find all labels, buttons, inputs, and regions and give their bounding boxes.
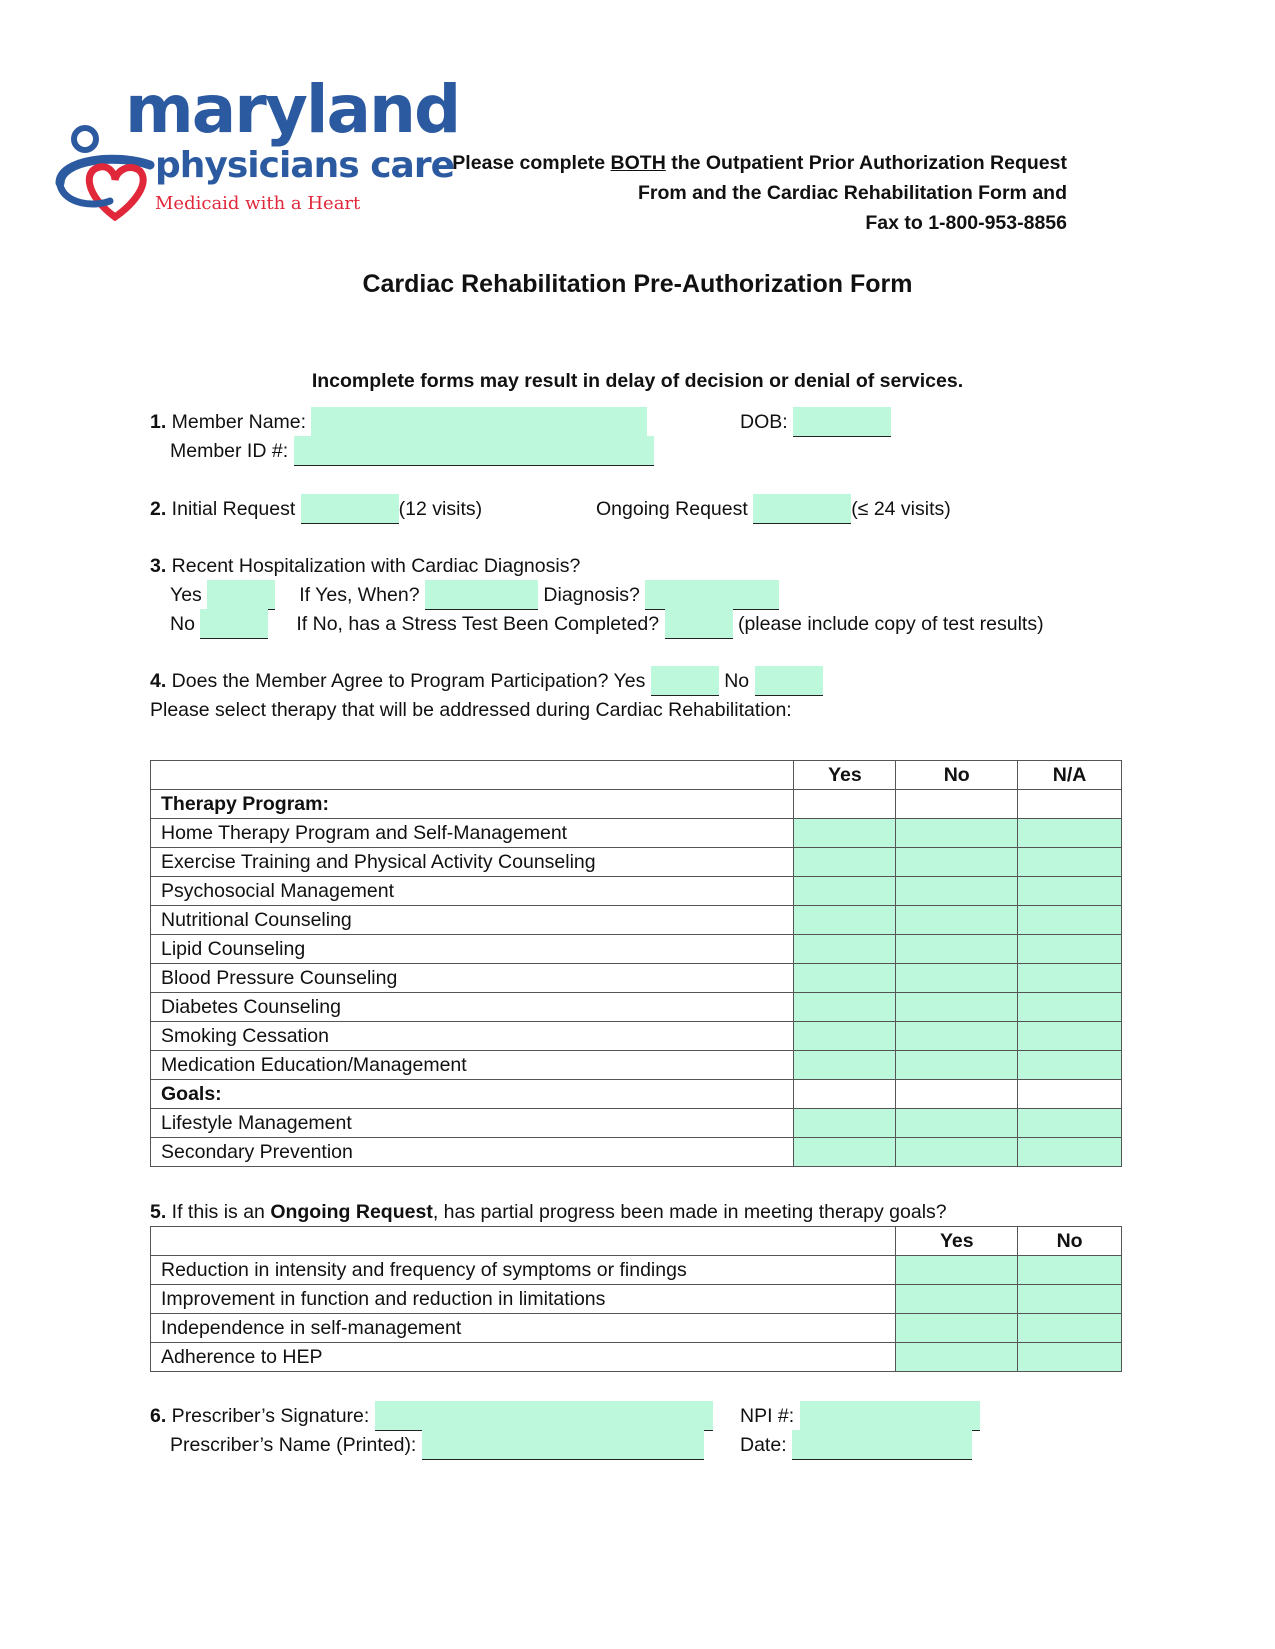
progress-table-header xyxy=(151,1227,1122,1256)
no-cell[interactable] xyxy=(896,935,1018,964)
table-row: Blood Pressure Counseling xyxy=(151,964,1122,993)
table-row: Nutritional Counseling xyxy=(151,906,1122,935)
no-cell[interactable] xyxy=(896,964,1018,993)
na-cell[interactable] xyxy=(1018,1022,1122,1051)
initial-request-field[interactable] xyxy=(301,494,399,524)
logo-wordmark-maryland: maryland xyxy=(125,71,460,148)
hospitalization-yes-field[interactable] xyxy=(207,580,275,610)
table-row: Independence in self-management xyxy=(151,1314,1122,1343)
yes-cell[interactable] xyxy=(794,1138,896,1167)
fax-number: Fax to 1-800-953-8856 xyxy=(865,212,1067,234)
hospitalization-when-field[interactable] xyxy=(425,580,538,610)
yes-cell[interactable] xyxy=(794,819,896,848)
table-section-heading: Goals: xyxy=(151,1080,1122,1109)
section-2-ongoing: Ongoing Request (≤ 24 visits) xyxy=(596,494,951,524)
no-cell[interactable] xyxy=(1018,1314,1122,1343)
section-5-question: 5. If this is an Ongoing Request, has partial progress been made in meeting therapy goals? xyxy=(150,1201,947,1223)
yes-cell[interactable] xyxy=(794,848,896,877)
table-row: Diabetes Counseling xyxy=(151,993,1122,1022)
section-4-instruction: Please select therapy that will be addressed during Cardiac Rehabilitation: xyxy=(150,699,792,721)
table-row: Medication Education/Management xyxy=(151,1051,1122,1080)
table-row: Secondary Prevention xyxy=(151,1138,1122,1167)
logo xyxy=(55,71,460,235)
section-3-question: 3. Recent Hospitalization with Cardiac Diagnosis? xyxy=(150,555,581,577)
section-3-yes-row: Yes If Yes, When? Diagnosis? xyxy=(170,580,779,610)
column-no: No xyxy=(1018,1227,1122,1256)
yes-cell[interactable] xyxy=(896,1343,1018,1372)
yes-cell[interactable] xyxy=(794,877,896,906)
column-na: N/A xyxy=(1018,761,1122,790)
incomplete-warning: Incomplete forms may result in delay of decision or denial of services. xyxy=(311,370,964,392)
no-cell[interactable] xyxy=(896,848,1018,877)
both-emphasis: BOTH xyxy=(610,152,666,174)
column-no: No xyxy=(896,761,1018,790)
no-cell[interactable] xyxy=(896,1051,1018,1080)
table-row: Exercise Training and Physical Activity Counseling xyxy=(151,848,1122,877)
no-cell[interactable] xyxy=(896,906,1018,935)
na-cell[interactable] xyxy=(1018,819,1122,848)
no-cell[interactable] xyxy=(896,993,1018,1022)
column-yes: Yes xyxy=(896,1227,1018,1256)
submission-notice: Please complete BOTH the Outpatient Prior Authorization Request From and the Cardiac Rehabilitation Form and Fax to 1-800-953-8856 xyxy=(427,148,1067,238)
logo-wordmark-physicians-care: physicians care xyxy=(155,145,454,186)
hospitalization-no-field[interactable] xyxy=(200,609,268,639)
section-6-npi: NPI #: xyxy=(740,1401,980,1431)
section-6-date: Date: xyxy=(740,1430,972,1460)
table-row: Adherence to HEP xyxy=(151,1343,1122,1372)
participation-yes-field[interactable] xyxy=(651,666,719,696)
logo-tagline: Medicaid with a Heart xyxy=(155,193,361,214)
table-row: Smoking Cessation xyxy=(151,1022,1122,1051)
stress-test-field[interactable] xyxy=(665,609,733,639)
member-name-field[interactable] xyxy=(311,407,647,437)
yes-cell[interactable] xyxy=(896,1285,1018,1314)
form-title: Cardiac Rehabilitation Pre-Authorization Form xyxy=(362,270,913,298)
na-cell[interactable] xyxy=(1018,906,1122,935)
date-field[interactable] xyxy=(792,1430,972,1460)
na-cell[interactable] xyxy=(1018,1051,1122,1080)
table-section-heading: Therapy Program: xyxy=(151,790,1122,819)
section-6-name-row: Prescriber’s Name (Printed): xyxy=(170,1430,704,1460)
dob-field[interactable] xyxy=(793,407,891,437)
yes-cell[interactable] xyxy=(794,935,896,964)
no-cell[interactable] xyxy=(896,1109,1018,1138)
yes-cell[interactable] xyxy=(794,1022,896,1051)
section-1-row-2: Member ID #: xyxy=(170,436,654,466)
progress-table xyxy=(150,1226,1122,1372)
therapy-table xyxy=(150,760,1122,1167)
prescriber-name-field[interactable] xyxy=(422,1430,704,1460)
table-row: Lifestyle Management xyxy=(151,1109,1122,1138)
section-2-initial: 2. Initial Request (12 visits) xyxy=(150,494,482,524)
na-cell[interactable] xyxy=(1018,964,1122,993)
table-row: Improvement in function and reduction in limitations xyxy=(151,1285,1122,1314)
section-3-no-row: No If No, has a Stress Test Been Completed? (please include copy of test results) xyxy=(170,609,1044,639)
section-1-dob: DOB: xyxy=(740,407,891,437)
ongoing-request-field[interactable] xyxy=(753,494,851,524)
yes-cell[interactable] xyxy=(794,1051,896,1080)
table-row: Lipid Counseling xyxy=(151,935,1122,964)
no-cell[interactable] xyxy=(896,877,1018,906)
member-id-field[interactable] xyxy=(294,436,654,466)
table-row: Reduction in intensity and frequency of symptoms or findings xyxy=(151,1256,1122,1285)
yes-cell[interactable] xyxy=(794,964,896,993)
prescriber-signature-field[interactable] xyxy=(375,1401,713,1431)
yes-cell[interactable] xyxy=(794,906,896,935)
participation-no-field[interactable] xyxy=(755,666,823,696)
yes-cell[interactable] xyxy=(896,1256,1018,1285)
no-cell[interactable] xyxy=(896,1022,1018,1051)
na-cell[interactable] xyxy=(1018,1109,1122,1138)
na-cell[interactable] xyxy=(1018,993,1122,1022)
na-cell[interactable] xyxy=(1018,877,1122,906)
section-6-signature-row: 6. Prescriber’s Signature: xyxy=(150,1401,713,1431)
table-row: Psychosocial Management xyxy=(151,877,1122,906)
na-cell[interactable] xyxy=(1018,848,1122,877)
therapy-table-header xyxy=(151,761,1122,790)
npi-field[interactable] xyxy=(800,1401,980,1431)
column-yes: Yes xyxy=(794,761,896,790)
yes-cell[interactable] xyxy=(896,1314,1018,1343)
no-cell[interactable] xyxy=(1018,1343,1122,1372)
na-cell[interactable] xyxy=(1018,935,1122,964)
table-row: Home Therapy Program and Self-Management xyxy=(151,819,1122,848)
diagnosis-field[interactable] xyxy=(645,580,779,610)
yes-cell[interactable] xyxy=(794,993,896,1022)
no-cell[interactable] xyxy=(1018,1285,1122,1314)
yes-cell[interactable] xyxy=(794,1109,896,1138)
no-cell[interactable] xyxy=(1018,1256,1122,1285)
no-cell[interactable] xyxy=(896,819,1018,848)
section-1-row-1: 1. Member Name: xyxy=(150,407,647,437)
section-4-question: 4. Does the Member Agree to Program Participation? Yes No xyxy=(150,666,823,696)
no-cell[interactable] xyxy=(896,1138,1018,1167)
na-cell[interactable] xyxy=(1018,1138,1122,1167)
